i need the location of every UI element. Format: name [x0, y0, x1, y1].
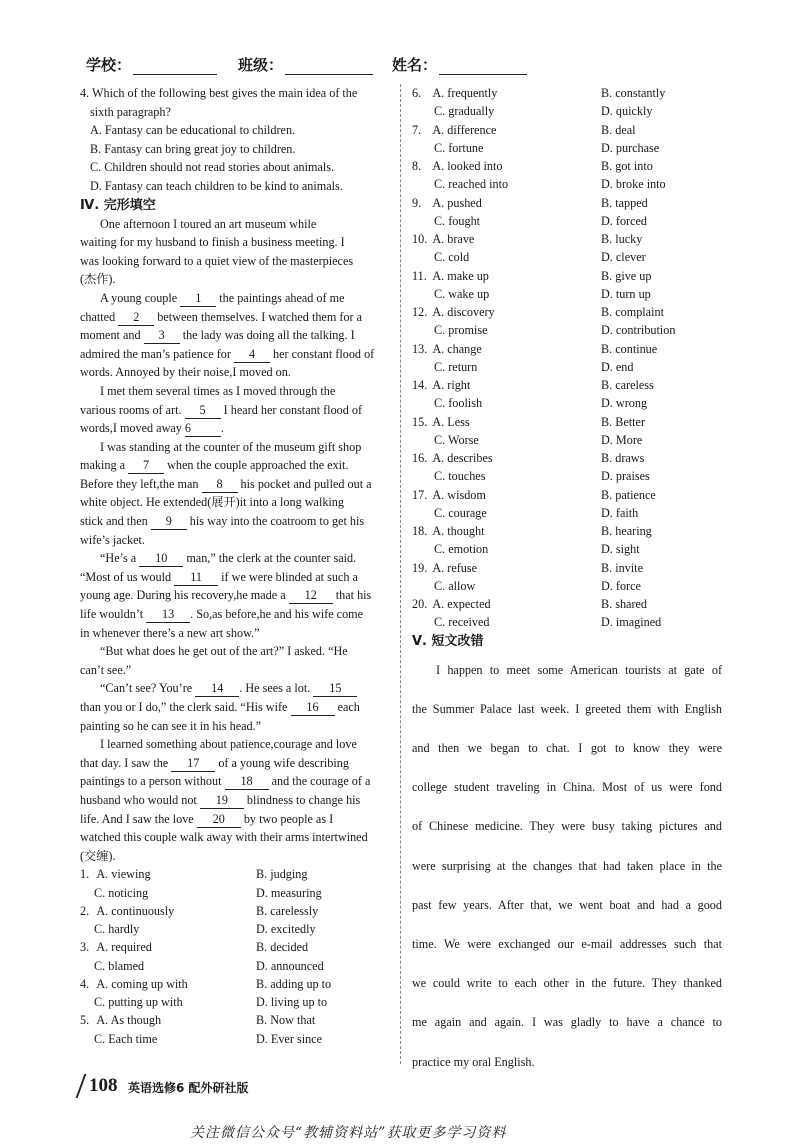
cloze-blank-17[interactable]: 17	[171, 756, 215, 772]
cloze-line: A young couple 1 the paintings ahead of me	[100, 290, 345, 305]
option-number: 19.	[412, 560, 428, 575]
option-b: B. decided	[256, 940, 309, 955]
option-a: 2. A. continuously	[80, 902, 256, 920]
cloze-blank-20[interactable]: 20	[197, 812, 241, 828]
option-number: 14.	[412, 378, 428, 392]
cloze-line: (杰作).	[80, 272, 116, 287]
option-a: 15. A. Less	[412, 413, 601, 431]
option-c: C. allow	[434, 578, 476, 593]
cloze-line: can’t see.”	[80, 662, 132, 677]
correction-line: were surprising at the changes that had taken place in the	[412, 858, 722, 873]
cloze-blank-3[interactable]: 3	[144, 328, 180, 344]
option-b: B. lucky	[601, 232, 643, 246]
option-d: D. contribution	[601, 323, 676, 338]
option-row	[412, 212, 722, 230]
option-a: 18. A. thought	[412, 522, 601, 540]
correction-line: me again and again. I was gladly to have a chance to	[412, 1015, 722, 1030]
option-b: B. adding up to	[256, 976, 332, 991]
correction-line: practice my oral English.	[412, 1054, 535, 1069]
correction-section-title: Ⅴ. 短文改错	[412, 633, 484, 649]
option-a: 20. A. expected	[412, 595, 601, 613]
option-number: 10.	[412, 232, 428, 246]
question-4	[80, 84, 388, 196]
q4-stem-cont: sixth paragraph?	[90, 104, 171, 119]
option-number: 5.	[80, 1013, 90, 1028]
option-c: C. courage	[434, 505, 487, 520]
option-row	[412, 102, 722, 120]
cloze-line: (交缠).	[80, 848, 116, 863]
q4-option-c: C. Children should not read stories about animals.	[90, 160, 335, 175]
correction-line: time. We were exchanged our e-mail addresses such that	[412, 936, 722, 951]
option-number: 8.	[412, 159, 422, 173]
option-row	[80, 902, 388, 920]
option-row	[412, 230, 722, 248]
correction-line: the Summer Palace last week. I greeted them with English	[412, 701, 722, 716]
cloze-line: stick and then 9 his way into the coatroom to get his	[80, 514, 365, 529]
option-row	[80, 865, 388, 883]
option-number: 13.	[412, 341, 428, 356]
cloze-line: admired the man’s patience for 4 her constant flood of	[80, 346, 375, 361]
cloze-blank-11[interactable]: 11	[174, 570, 218, 586]
option-number: 2.	[80, 903, 90, 918]
cloze-line: I met them several times as I moved through the	[100, 383, 336, 398]
school-blank[interactable]	[133, 58, 217, 75]
option-a: 16. A. describes	[412, 449, 601, 467]
q4-option-a: A. Fantasy can be educational to children.	[90, 123, 296, 138]
cloze-blank-6[interactable]: 6	[185, 421, 221, 437]
option-b: B. got into	[601, 159, 653, 173]
option-d: D. More	[601, 432, 643, 447]
option-b: B. invite	[601, 560, 643, 575]
cloze-line: watched this couple walk away with their arms intertwined	[80, 830, 368, 845]
option-c: C. fought	[434, 213, 481, 228]
cloze-options-right	[412, 84, 722, 632]
option-c: C. cold	[434, 250, 470, 265]
option-row	[412, 194, 722, 212]
name-label: 姓名：	[392, 56, 438, 74]
cloze-section-title: Ⅳ. 完形填空	[80, 197, 156, 213]
option-b: B. hearing	[601, 524, 652, 538]
option-row	[412, 559, 722, 577]
option-b: B. complaint	[601, 305, 664, 319]
option-a: 6. A. frequently	[412, 84, 601, 102]
cloze-blank-5[interactable]: 5	[185, 403, 221, 419]
option-b: B. Now that	[256, 1013, 316, 1028]
option-c: C. hardly	[94, 922, 140, 937]
option-a: 17. A. wisdom	[412, 486, 601, 504]
option-row	[412, 139, 722, 157]
cloze-line: moment and 3 the lady was doing all the talking. I	[80, 328, 355, 343]
option-d: D. clever	[601, 250, 646, 265]
option-b: B. draws	[601, 451, 645, 465]
option-d: D. announced	[256, 958, 324, 973]
right-column	[412, 84, 722, 1082]
option-c: C. promise	[434, 323, 488, 338]
option-row	[412, 157, 722, 175]
option-number: 7.	[412, 122, 422, 137]
option-d: D. Ever since	[256, 1031, 322, 1046]
correction-line: we could write to each other in the future. They thanked	[412, 976, 722, 991]
option-number: 15.	[412, 414, 428, 429]
cloze-line: life. And I saw the love 20 by two people as I	[80, 811, 334, 826]
option-b: B. deal	[601, 122, 636, 137]
option-d: D. measuring	[256, 885, 322, 900]
option-row	[80, 993, 388, 1011]
option-d: D. turn up	[601, 286, 651, 301]
option-row	[80, 1011, 388, 1029]
option-b: B. careless	[601, 378, 654, 392]
option-c: C. emotion	[434, 542, 489, 557]
option-row	[412, 467, 722, 485]
option-number: 20.	[412, 597, 428, 611]
option-a: 4. A. coming up with	[80, 975, 256, 993]
correction-line: college student traveling in China. Most of us were fond	[412, 780, 722, 795]
cloze-line: white object. He extended(展开)it into a long walking	[80, 495, 344, 510]
cloze-line: painting so he can see it in his head.”	[80, 718, 262, 733]
option-c: C. received	[434, 615, 490, 630]
option-d: D. sight	[601, 542, 640, 557]
name-blank[interactable]	[439, 58, 527, 75]
option-row	[412, 449, 722, 467]
option-a: 1. A. viewing	[80, 865, 256, 883]
option-row	[80, 957, 388, 975]
option-row	[80, 975, 388, 993]
option-d: D. faith	[601, 505, 639, 520]
option-a: 9. A. pushed	[412, 194, 601, 212]
option-row	[80, 938, 388, 956]
q4-stem: 4. Which of the following best gives the main idea of the	[80, 86, 358, 100]
option-c: C. reached into	[434, 177, 509, 192]
option-c: C. blamed	[94, 958, 145, 973]
cloze-line: words,I moved away 6 .	[80, 421, 224, 436]
option-number: 11.	[412, 268, 427, 283]
option-a: 13. A. change	[412, 340, 601, 358]
option-number: 6.	[412, 86, 422, 100]
option-row	[412, 376, 722, 394]
option-number: 12.	[412, 305, 428, 319]
option-c: C. noticing	[94, 885, 149, 900]
cloze-line: “He’s a 10 man,” the clerk at the counter said.	[100, 551, 357, 566]
option-number: 18.	[412, 524, 428, 538]
option-row	[412, 175, 722, 193]
option-d: D. wrong	[601, 396, 648, 411]
option-c: C. Each time	[94, 1031, 158, 1046]
cloze-blank-9[interactable]: 9	[151, 514, 187, 530]
cloze-blank-14[interactable]: 14	[195, 681, 239, 697]
option-row	[80, 1030, 388, 1048]
class-field	[238, 54, 373, 75]
cloze-options-left	[80, 865, 388, 1048]
option-d: D. end	[601, 359, 634, 374]
option-a: 10. A. brave	[412, 230, 601, 248]
option-row	[412, 84, 722, 102]
name-field	[392, 54, 527, 75]
option-b: B. constantly	[601, 86, 666, 100]
option-a: 5. A. As though	[80, 1011, 256, 1029]
school-field	[86, 54, 217, 75]
option-a: 14. A. right	[412, 376, 601, 394]
cloze-blank-12[interactable]: 12	[289, 588, 333, 604]
bottom-note: 关注微信公众号“教辅资料站”获取更多学习资料	[190, 1125, 507, 1141]
option-row	[412, 121, 722, 139]
correction-line: of Chinese medicine. They were busy taking pictures and	[412, 819, 722, 834]
left-column	[80, 84, 388, 1048]
cloze-blank-16[interactable]: 16	[291, 700, 335, 716]
option-number: 17.	[412, 487, 428, 502]
option-d: D. praises	[601, 469, 650, 484]
cloze-blank-18[interactable]: 18	[225, 774, 269, 790]
class-label: 班级：	[238, 56, 284, 74]
option-b: B. give up	[601, 268, 652, 283]
cloze-line: words. Annoyed by their noise,I moved on.	[80, 365, 291, 380]
option-a: 7. A. difference	[412, 121, 601, 139]
option-a: 11. A. make up	[412, 267, 601, 285]
option-number: 4.	[80, 976, 90, 991]
option-c: C. fortune	[434, 140, 484, 155]
option-b: B. continue	[601, 341, 658, 356]
page-number: 108	[89, 1075, 118, 1096]
option-c: C. gradually	[434, 104, 495, 119]
option-a: 12. A. discovery	[412, 303, 601, 321]
option-b: B. carelessly	[256, 903, 319, 918]
cloze-line: making a 7 when the couple approached the exit.	[80, 458, 349, 473]
cloze-line: paintings to a person without 18 and the courage of a	[80, 774, 371, 789]
option-b: B. shared	[601, 597, 648, 611]
column-divider	[400, 84, 401, 1064]
cloze-line: life wouldn’t 13 . So,as before,he and his wife come	[80, 607, 364, 622]
option-d: D. excitedly	[256, 922, 316, 937]
option-c: C. putting up with	[94, 995, 183, 1010]
option-row	[80, 884, 388, 902]
cloze-line: wife’s jacket.	[80, 532, 145, 547]
school-label: 学校：	[86, 56, 132, 74]
option-c: C. foolish	[434, 396, 483, 411]
cloze-line: One afternoon I toured an art museum while	[100, 216, 317, 231]
option-d: D. imagined	[601, 615, 662, 630]
option-row	[412, 522, 722, 540]
option-row	[412, 358, 722, 376]
option-c: C. touches	[434, 469, 486, 484]
option-a: 3. A. required	[80, 938, 256, 956]
option-number: 9.	[412, 195, 422, 210]
option-d: D. forced	[601, 213, 648, 228]
option-c: C. return	[434, 359, 478, 374]
option-b: B. tapped	[601, 195, 648, 210]
option-d: D. force	[601, 578, 641, 593]
class-blank[interactable]	[285, 58, 373, 75]
option-row	[412, 267, 722, 285]
cloze-line: than you or I do,” the clerk said. “His wife 16 each	[80, 700, 360, 714]
cloze-blank-2[interactable]: 2	[118, 310, 154, 326]
option-b: B. judging	[256, 867, 308, 882]
option-number: 1.	[80, 867, 90, 882]
option-d: D. purchase	[601, 140, 660, 155]
cloze-line: chatted 2 between themselves. I watched them for a	[80, 309, 363, 324]
cloze-line: husband who would not 19 blindness to change his	[80, 792, 361, 807]
option-number: 3.	[80, 940, 90, 955]
option-number: 16.	[412, 451, 428, 465]
cloze-line: waiting for my husband to finish a business meeting. I	[80, 235, 345, 250]
cloze-line: “Most of us would 11 if we were blinded at such a	[80, 569, 358, 584]
option-row	[412, 285, 722, 303]
cloze-line: I learned something about patience,courage and love	[100, 737, 357, 752]
q4-option-b: B. Fantasy can bring great joy to children.	[90, 141, 296, 156]
option-row	[412, 340, 722, 358]
cloze-line: “Can’t see? You’re 14 . He sees a lot. 15	[80, 679, 388, 698]
option-row	[412, 595, 722, 613]
option-row	[412, 613, 722, 631]
cloze-line: in whenever there’s a new art show.”	[80, 625, 260, 640]
cloze-line: young age. During his recovery,he made a 12 that his	[80, 588, 372, 603]
cloze-line: various rooms of art. 5 I heard her constant flood of	[80, 402, 363, 417]
option-a: 19. A. refuse	[412, 559, 601, 577]
cloze-blank-4[interactable]: 4	[234, 347, 270, 363]
q4-option-d: D. Fantasy can teach children to be kind to animals.	[90, 178, 343, 193]
option-b: B. Better	[601, 414, 646, 429]
option-row	[412, 321, 722, 339]
option-d: D. living up to	[256, 995, 328, 1010]
cloze-line: was looking forward to a quiet view of the masterpieces	[80, 253, 354, 268]
option-row	[412, 413, 722, 431]
cloze-blank-8[interactable]: 8	[202, 477, 238, 493]
cloze-line: Before they left,the man 8 his pocket and pulled out a	[80, 476, 372, 491]
option-a: 8. A. looked into	[412, 157, 601, 175]
footer-slash	[76, 1074, 87, 1098]
cloze-line: I was standing at the counter of the museum gift shop	[100, 439, 362, 454]
cloze-line: that day. I saw the 17 of a young wife describing	[80, 755, 349, 770]
cloze-blank-10[interactable]: 10	[139, 551, 183, 567]
option-d: D. quickly	[601, 104, 653, 119]
cloze-blank-13[interactable]: 13	[146, 607, 190, 623]
cloze-blank-7[interactable]: 7	[128, 458, 164, 474]
option-row	[412, 394, 722, 412]
option-c: C. Worse	[434, 432, 479, 447]
option-row	[412, 303, 722, 321]
option-row	[412, 577, 722, 595]
option-row	[80, 920, 388, 938]
option-row	[412, 486, 722, 504]
cloze-passage	[80, 215, 388, 866]
option-d: D. broke into	[601, 177, 666, 192]
correction-line: past few years. After that, we went boat and had a good	[412, 897, 722, 912]
book-title: 英语选修6 配外研社版	[128, 1081, 249, 1095]
cloze-blank-1[interactable]: 1	[180, 291, 216, 307]
option-c: C. wake up	[434, 286, 490, 301]
option-b: B. patience	[601, 487, 656, 502]
cloze-line: “But what does he get out of the art?” I asked. “He	[100, 644, 348, 659]
option-row	[412, 504, 722, 522]
option-row	[412, 431, 722, 449]
correction-passage	[412, 651, 722, 1082]
correction-line: I happen to meet some American tourists at gate of	[436, 662, 722, 677]
header	[86, 50, 740, 80]
correction-line: and then we began to chat. I got to know they were	[412, 740, 722, 755]
option-row	[412, 540, 722, 558]
cloze-blank-15[interactable]: 15	[313, 681, 357, 697]
option-row	[412, 248, 722, 266]
cloze-blank-19[interactable]: 19	[200, 793, 244, 809]
